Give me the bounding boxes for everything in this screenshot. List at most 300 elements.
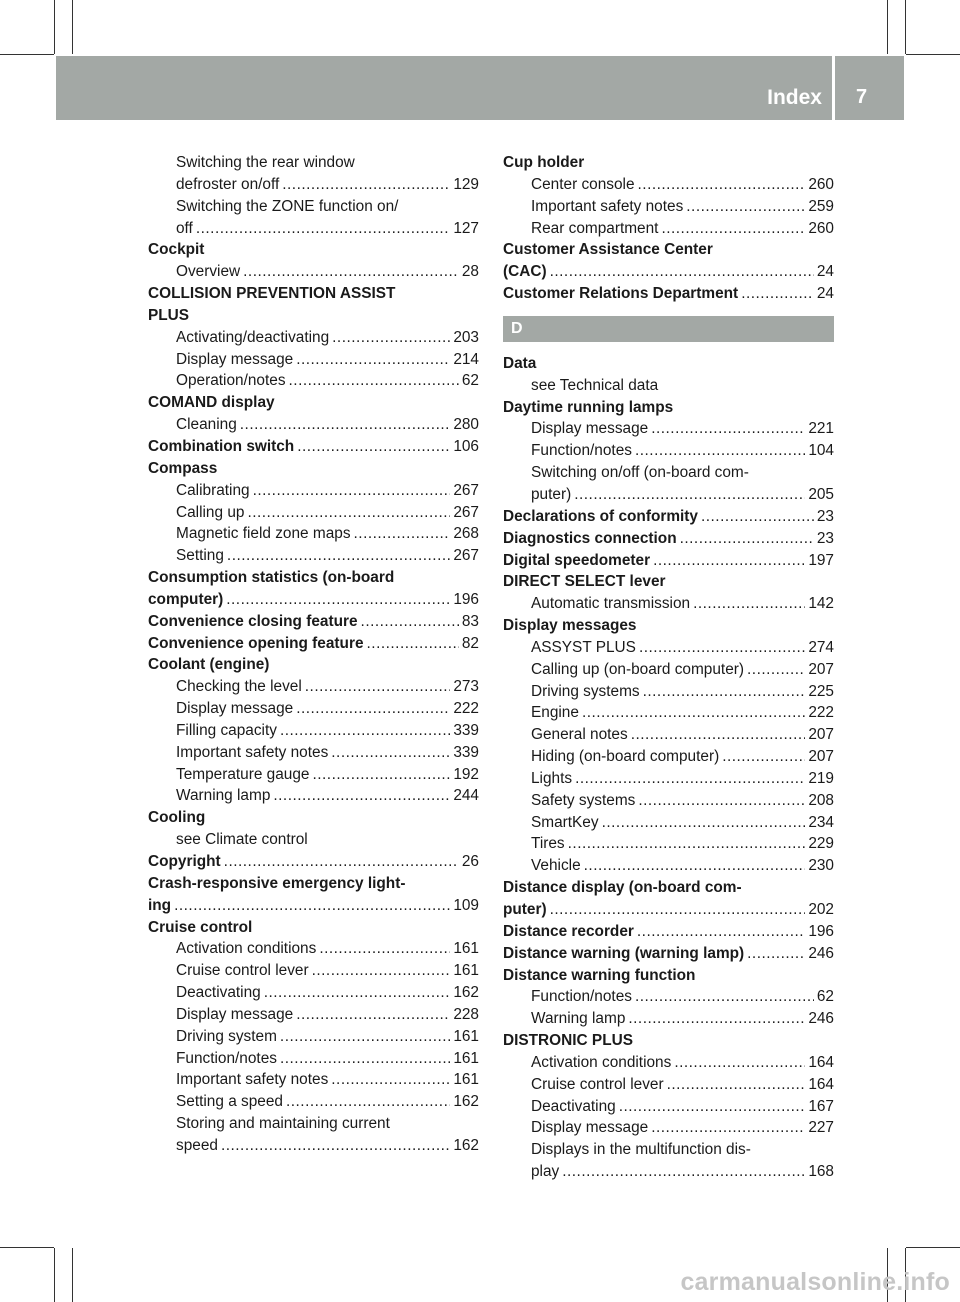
page-ref: 24	[816, 285, 834, 303]
dot-leader	[286, 1091, 450, 1113]
index-heading: Crash-responsive emergency light-	[148, 874, 406, 892]
entry-label: Display message	[531, 420, 649, 438]
entry-label: speed	[176, 1136, 218, 1154]
dot-leader	[289, 370, 459, 392]
page-ref: 274	[808, 638, 834, 656]
index-subentry	[148, 1135, 479, 1157]
index-heading: Cup holder	[503, 154, 585, 171]
entry-label: Diagnostics connection	[503, 529, 677, 547]
page-ref: 162	[453, 1136, 479, 1154]
index-heading: Coolant (engine)	[148, 656, 270, 674]
page-ref: 273	[453, 678, 479, 696]
entry-label: Distance warning (warning lamp)	[503, 944, 745, 962]
index-subentry	[503, 702, 834, 724]
index-entry	[148, 611, 479, 633]
index-subentry	[503, 196, 834, 218]
dot-leader	[227, 545, 450, 567]
index-column-left	[148, 152, 479, 1157]
entry-label: Operation/notes	[176, 372, 286, 390]
dot-leader	[305, 676, 451, 698]
index-subentry	[148, 785, 479, 807]
entry-label: SmartKey	[531, 813, 599, 831]
entry-label: Calling up	[176, 503, 245, 521]
index-heading: COMAND display	[148, 394, 275, 412]
page-ref: 161	[453, 940, 479, 958]
index-subentry	[503, 724, 834, 746]
index-heading: Cooling	[148, 809, 206, 827]
entry-label: Filling capacity	[176, 721, 277, 739]
page-ref: 197	[808, 551, 834, 569]
dot-leader	[361, 611, 459, 633]
index-subentry	[503, 812, 834, 834]
dot-leader	[653, 550, 805, 572]
index-subentry-text: Switching the rear window	[176, 154, 355, 171]
page-ref: 196	[808, 922, 834, 940]
dot-leader	[296, 1004, 450, 1026]
dot-leader	[639, 637, 805, 659]
page-ref: 203	[453, 328, 479, 346]
index-subentry	[148, 960, 479, 982]
index-heading: Compass	[148, 459, 218, 477]
index-subentry	[503, 1052, 834, 1074]
page-ref: 229	[808, 835, 834, 853]
entry-label: Overview	[176, 263, 241, 281]
dot-leader	[638, 174, 806, 196]
index-entry	[503, 261, 834, 283]
index-subentry	[503, 833, 834, 855]
entry-label: Combination switch	[148, 437, 295, 455]
dot-leader	[643, 681, 806, 703]
entry-label: defroster on/off	[176, 175, 280, 193]
page-ref: 219	[808, 769, 834, 787]
entry-label: Important safety notes	[176, 743, 329, 761]
entry-label: Safety systems	[531, 791, 636, 809]
watermark: carmanualsonline.info	[680, 1268, 950, 1296]
index-subentry	[148, 218, 479, 240]
index-entry	[503, 943, 834, 965]
index-subentry	[503, 484, 834, 506]
dot-leader	[224, 851, 459, 873]
index-subentry	[148, 370, 479, 392]
page-ref: 260	[808, 175, 834, 193]
entry-label: Declarations of conformity	[503, 507, 698, 525]
dot-leader	[312, 960, 451, 982]
index-heading: Daytime running lamps	[503, 398, 674, 416]
index-subentry	[148, 938, 479, 960]
index-subentry	[503, 440, 834, 462]
index-subentry	[148, 1069, 479, 1091]
entry-label: Calling up (on-board computer)	[531, 660, 745, 678]
page-ref: 207	[808, 748, 834, 766]
dot-leader	[628, 1008, 805, 1030]
page-ref: 268	[453, 525, 479, 543]
dot-leader	[651, 1117, 805, 1139]
entry-label: off	[176, 219, 193, 237]
index-subentry	[503, 637, 834, 659]
index-heading: Distance warning function	[503, 966, 696, 984]
index-subentry	[148, 349, 479, 371]
page-ref: 164	[808, 1053, 834, 1071]
crop-mark	[905, 0, 906, 54]
dot-leader	[635, 986, 814, 1008]
index-subentry-text: Switching on/off (on-board com-	[531, 464, 749, 482]
dot-leader	[747, 659, 805, 681]
entry-label: Important safety notes	[176, 1071, 329, 1089]
entry-label: Cruise control lever	[176, 962, 309, 980]
index-heading: Consumption statistics (on-board	[148, 569, 395, 587]
index-subentry	[148, 720, 479, 742]
dot-leader	[319, 938, 450, 960]
dot-leader	[367, 633, 459, 655]
dot-leader	[331, 1069, 450, 1091]
entry-label: Deactivating	[531, 1097, 616, 1115]
page-ref: 234	[808, 813, 834, 831]
dot-leader	[667, 1074, 806, 1096]
page-ref: 162	[453, 984, 479, 1002]
index-subentry	[148, 261, 479, 283]
page-ref: 222	[453, 700, 479, 718]
entry-label: Display message	[176, 1005, 294, 1023]
dot-leader	[582, 702, 805, 724]
page-ref: 26	[461, 853, 479, 870]
page-ref: 127	[453, 219, 479, 237]
dot-leader	[221, 1135, 450, 1157]
page-ref: 196	[453, 590, 479, 608]
dot-leader	[280, 1026, 450, 1048]
entry-label: ASSYST PLUS	[531, 638, 636, 656]
page-ref: 109	[453, 896, 479, 914]
page-ref: 207	[808, 726, 834, 744]
entry-label: Customer Relations Department	[503, 285, 739, 303]
dot-leader	[243, 261, 459, 283]
index-subentry	[148, 545, 479, 567]
index-heading: PLUS	[148, 306, 190, 324]
index-subentry	[503, 986, 834, 1008]
page-ref: 267	[453, 481, 479, 499]
dot-leader	[562, 1161, 805, 1183]
page-ref: 205	[808, 485, 834, 503]
index-subentry	[148, 174, 479, 196]
index-heading: DIRECT SELECT lever	[503, 573, 666, 591]
entry-label: Lights	[531, 769, 573, 787]
index-subentry	[148, 764, 479, 786]
entry-label: Copyright	[148, 853, 221, 870]
dot-leader	[550, 261, 814, 283]
page-ref: 161	[453, 962, 479, 980]
page-ref: 129	[453, 175, 479, 193]
page-ref: 246	[808, 944, 834, 962]
dot-leader	[674, 1052, 805, 1074]
page-ref: 259	[808, 197, 834, 215]
entry-label: Temperature gauge	[176, 765, 310, 783]
index-subentry	[503, 1074, 834, 1096]
dot-leader	[574, 484, 805, 506]
dot-leader	[568, 833, 806, 855]
entry-label: Activating/deactivating	[176, 328, 330, 346]
page-ref: 339	[453, 743, 479, 761]
index-subentry-text: Switching the ZONE function on/	[176, 197, 399, 215]
index-subentry	[503, 855, 834, 877]
dot-leader	[253, 480, 451, 502]
index-heading: Data	[503, 354, 537, 372]
page-ref: 62	[816, 988, 834, 1006]
page-title: Index	[767, 86, 822, 109]
dot-leader	[619, 1096, 806, 1118]
index-heading: DISTRONIC PLUS	[503, 1032, 633, 1050]
entry-label: Function/notes	[531, 988, 632, 1006]
entry-label: Setting a speed	[176, 1093, 283, 1111]
entry-label: Tires	[531, 835, 565, 853]
entry-label: play	[531, 1163, 560, 1181]
crop-mark	[0, 54, 54, 55]
page-ref: 230	[808, 857, 834, 875]
dot-leader	[722, 746, 805, 768]
index-entry	[503, 921, 834, 943]
dot-leader	[747, 943, 805, 965]
dot-leader	[693, 593, 805, 615]
page-ref: 83	[461, 612, 479, 630]
section-letter: D	[503, 316, 834, 342]
dot-leader	[331, 742, 450, 764]
crop-mark	[54, 0, 55, 54]
page-ref: 82	[461, 634, 479, 652]
dot-leader	[312, 764, 450, 786]
dot-leader	[296, 349, 450, 371]
index-heading: COLLISION PREVENTION ASSIST	[148, 285, 396, 303]
page-ref: 162	[453, 1093, 479, 1111]
dot-leader	[280, 720, 450, 742]
page-ref: 228	[453, 1005, 479, 1023]
dot-leader	[638, 790, 805, 812]
dot-leader	[602, 812, 806, 834]
page-ref: 267	[453, 503, 479, 521]
index-subentry	[148, 1004, 479, 1026]
entry-label: Activation conditions	[176, 940, 317, 958]
dot-leader	[226, 589, 450, 611]
index-entry	[503, 283, 834, 305]
index-subentry	[148, 480, 479, 502]
page-ref: 167	[808, 1097, 834, 1115]
dot-leader	[296, 698, 450, 720]
page-ref: 280	[453, 416, 479, 434]
index-subentry-text: Displays in the multifunction dis-	[531, 1141, 751, 1159]
index-column-right	[503, 152, 834, 1183]
dot-leader	[631, 724, 806, 746]
page-ref: 104	[808, 442, 834, 460]
index-entry	[503, 528, 834, 550]
dot-leader	[686, 196, 805, 218]
entry-label: Hiding (on-board computer)	[531, 748, 720, 766]
dot-leader	[280, 1048, 450, 1070]
entry-label: Convenience closing feature	[148, 612, 358, 630]
page-ref: 225	[808, 682, 834, 700]
dot-leader	[264, 982, 451, 1004]
crop-mark	[72, 0, 73, 54]
crop-mark	[0, 1247, 54, 1248]
page-ref: 161	[453, 1049, 479, 1067]
index-subentry	[148, 523, 479, 545]
page-ref: 207	[808, 660, 834, 678]
page-ref: 339	[453, 721, 479, 739]
index-entry	[148, 895, 479, 917]
index-entry	[503, 550, 834, 572]
index-entry	[148, 436, 479, 458]
dot-leader	[332, 327, 450, 349]
dot-leader	[550, 899, 806, 921]
dot-leader	[354, 523, 451, 545]
entry-label: Center console	[531, 175, 635, 193]
dot-leader	[741, 283, 814, 305]
page-ref: 24	[816, 263, 834, 281]
entry-label: Rear compartment	[531, 219, 659, 237]
index-subentry	[148, 698, 479, 720]
index-heading: Customer Assistance Center	[503, 241, 713, 259]
dot-leader	[651, 418, 805, 440]
entry-label: puter)	[531, 485, 572, 503]
page-ref: 222	[808, 704, 834, 722]
entry-label: Distance recorder	[503, 922, 634, 940]
index-subentry	[148, 982, 479, 1004]
page-ref: 244	[453, 787, 479, 805]
index-entry	[503, 899, 834, 921]
page-ref: 164	[808, 1075, 834, 1093]
index-subentry	[503, 790, 834, 812]
page-ref: 168	[808, 1163, 834, 1181]
entry-label: Automatic transmission	[531, 595, 691, 613]
dot-leader	[584, 855, 806, 877]
entry-label: Cruise control lever	[531, 1075, 664, 1093]
entry-label: General notes	[531, 726, 628, 744]
page-number: 7	[856, 86, 868, 108]
entry-label: Engine	[531, 704, 579, 722]
page-ref: 260	[808, 219, 834, 237]
crop-mark	[887, 0, 888, 54]
dot-leader	[297, 436, 450, 458]
page-ref: 208	[808, 791, 834, 809]
dot-leader	[240, 414, 451, 436]
page-ref: 142	[808, 595, 834, 613]
dot-leader	[174, 895, 450, 917]
index-subentry	[503, 681, 834, 703]
page-ref: 202	[808, 901, 834, 918]
index-entry	[148, 633, 479, 655]
index-subentry	[148, 676, 479, 698]
entry-label: Function/notes	[176, 1049, 277, 1067]
dot-leader	[247, 502, 450, 524]
entry-label: Convenience opening feature	[148, 634, 364, 652]
page-ref: 267	[453, 547, 479, 565]
index-subentry	[148, 327, 479, 349]
index-subentry	[148, 1048, 479, 1070]
dot-leader	[635, 440, 805, 462]
dot-leader	[196, 218, 450, 240]
index-subentry	[503, 1096, 834, 1118]
entry-label: Warning lamp	[176, 787, 271, 805]
entry-label: Calibrating	[176, 481, 250, 499]
index-subentry	[503, 1117, 834, 1139]
index-subentry	[503, 418, 834, 440]
entry-label: Vehicle	[531, 857, 581, 875]
entry-label: puter)	[503, 901, 547, 918]
index-subentry	[503, 1161, 834, 1183]
dot-leader	[273, 785, 450, 807]
entry-label: Display message	[176, 700, 294, 718]
crop-mark	[72, 1248, 73, 1302]
entry-label: Display message	[176, 350, 294, 368]
entry-label: Checking the level	[176, 678, 302, 696]
page-ref: 221	[808, 420, 834, 438]
page-ref: 192	[453, 765, 479, 783]
index-entry	[503, 506, 834, 528]
index-subentry	[503, 659, 834, 681]
entry-label: Setting	[176, 547, 224, 565]
index-subentry	[503, 174, 834, 196]
index-subentry	[503, 768, 834, 790]
page-ref: 214	[453, 350, 479, 368]
index-entry	[148, 589, 479, 611]
entry-label: Deactivating	[176, 984, 261, 1002]
page-ref: 28	[461, 263, 479, 281]
page-ref: 161	[453, 1071, 479, 1089]
index-subentry	[148, 742, 479, 764]
entry-label: Important safety notes	[531, 197, 684, 215]
index-subentry	[503, 746, 834, 768]
index-subentry-text: see Climate control	[176, 831, 308, 849]
header-divider	[832, 56, 835, 120]
entry-label: Digital speedometer	[503, 551, 651, 569]
page-ref: 246	[808, 1010, 834, 1028]
crop-mark	[906, 54, 960, 55]
entry-label: Driving system	[176, 1027, 277, 1045]
index-subentry	[148, 414, 479, 436]
entry-label: ing	[148, 896, 172, 914]
dot-leader	[701, 506, 814, 528]
index-subentry-text: Storing and maintaining current	[176, 1115, 390, 1133]
entry-label: (CAC)	[503, 263, 547, 281]
index-heading: Cockpit	[148, 241, 205, 259]
entry-label: Activation conditions	[531, 1053, 672, 1071]
index-heading: Display messages	[503, 617, 637, 635]
dot-leader	[661, 218, 805, 240]
entry-label: Display message	[531, 1119, 649, 1137]
index-subentry	[148, 1091, 479, 1113]
page-ref: 23	[816, 529, 834, 547]
dot-leader	[282, 174, 450, 196]
dot-leader	[575, 768, 805, 790]
entry-label: Warning lamp	[531, 1010, 626, 1028]
index-entry	[148, 851, 479, 873]
page-ref: 106	[453, 437, 479, 455]
index-subentry	[503, 218, 834, 240]
dot-leader	[680, 528, 814, 550]
entry-label: Cleaning	[176, 416, 237, 434]
index-subentry-text: see Technical data	[531, 376, 659, 394]
page-ref: 23	[816, 507, 834, 525]
index-subentry	[148, 502, 479, 524]
index-subentry	[503, 1008, 834, 1030]
entry-label: computer)	[148, 590, 224, 608]
index-heading: Cruise control	[148, 918, 253, 936]
index-subentry	[503, 593, 834, 615]
index-heading: Distance display (on-board com-	[503, 879, 742, 897]
entry-label: Function/notes	[531, 442, 632, 460]
page-ref: 161	[453, 1027, 479, 1045]
entry-label: Magnetic field zone maps	[176, 525, 351, 543]
crop-mark	[906, 1247, 960, 1248]
crop-mark	[54, 1248, 55, 1302]
dot-leader	[637, 921, 805, 943]
index-subentry	[148, 1026, 479, 1048]
